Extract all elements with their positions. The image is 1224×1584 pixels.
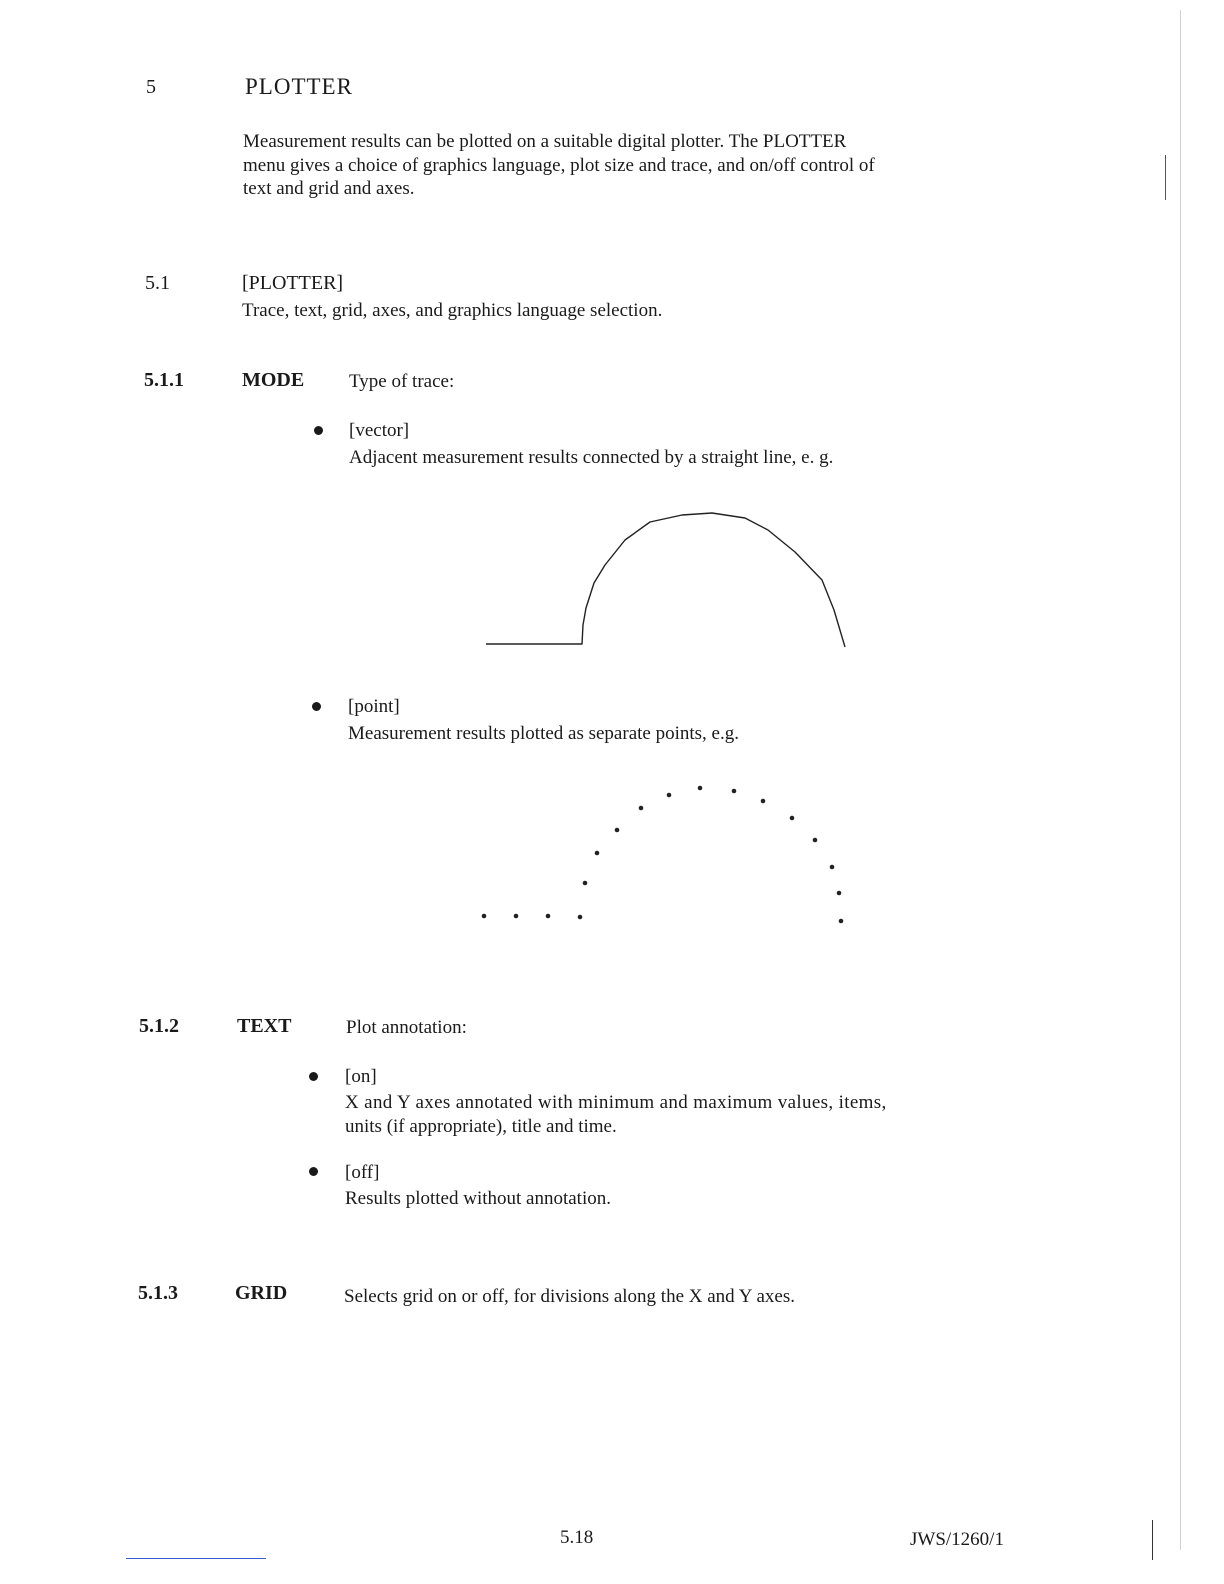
plot-point [514,914,519,919]
plot-point [790,816,795,821]
bullet-icon [309,1167,318,1176]
plot-point [595,851,600,856]
document-reference: JWS/1260/1 [910,1529,1004,1550]
text-label: TEXT [237,1015,292,1037]
scan-mark [1165,155,1166,200]
point-text: Measurement results plotted as separate points, e.g. [348,723,739,744]
section-title: PLOTTER [245,74,353,99]
plot-point [698,786,703,791]
scan-edge [1180,10,1181,1550]
text-off-title: [off] [345,1162,380,1183]
plot-point [732,789,737,794]
plot-point [813,838,818,843]
footer-rule [126,1558,266,1559]
plot-point [578,915,583,920]
intro-line-1: Measurement results can be plotted on a suitable digital plotter. The PLOTTER [243,131,847,152]
plot-point [639,806,644,811]
mode-label: MODE [242,369,305,391]
scan-mark [1152,1520,1153,1560]
grid-label: GRID [235,1282,288,1304]
vector-text: Adjacent measurement results connected by a straight line, e. g. [349,447,834,468]
mode-description: Type of trace: [349,371,455,392]
bullet-icon [309,1072,318,1081]
intro-line-2: menu gives a choice of graphics language, plot size and trace, and on/off control of [243,155,875,176]
plot-point [837,891,842,896]
section-number: 5 [146,76,156,98]
text-off-text: Results plotted without annotation. [345,1188,611,1209]
plot-point [667,793,672,798]
subsection-description: Trace, text, grid, axes, and graphics language selection. [242,300,663,321]
text-on-line-2: units (if appropriate), title and time. [345,1116,617,1137]
subsection-title: [PLOTTER] [242,272,344,294]
grid-number: 5.1.3 [138,1282,178,1304]
text-number: 5.1.2 [139,1015,179,1037]
text-on-title: [on] [345,1066,377,1087]
plot-point [839,919,844,924]
plot-point [615,828,620,833]
grid-description: Selects grid on or off, for divisions along the X and Y axes. [344,1286,795,1307]
page-number: 5.18 [560,1527,594,1548]
plot-point [761,799,766,804]
subsection-number: 5.1 [145,272,170,294]
plot-point [583,881,588,886]
intro-line-3: text and grid and axes. [243,178,415,199]
text-on-line-1: X and Y axes annotated with minimum and maximum values, items, [345,1092,887,1113]
text-description: Plot annotation: [346,1017,467,1038]
point-title: [point] [348,696,400,717]
vector-title: [vector] [349,420,410,441]
plot-point [546,914,551,919]
plot-point [830,865,835,870]
plot-point [482,914,487,919]
mode-number: 5.1.1 [144,369,184,391]
